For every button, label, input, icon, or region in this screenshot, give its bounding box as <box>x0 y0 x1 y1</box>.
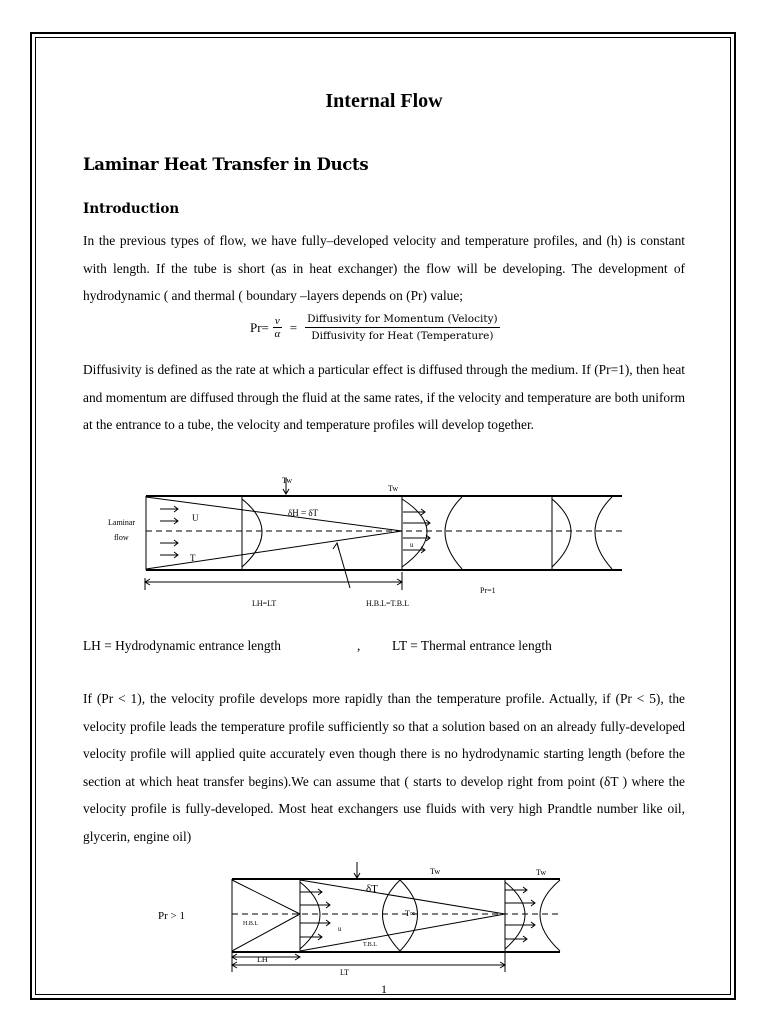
fig2-u: u <box>338 925 342 933</box>
fig2-hbl-top <box>232 880 300 914</box>
page-title: Internal Flow <box>325 90 443 112</box>
section-heading: Laminar Heat Transfer in Ducts <box>83 155 369 174</box>
fig1-u: U <box>192 513 199 523</box>
fig1-flow: flow <box>114 533 129 542</box>
eq-numerator: Diffusivity for Momentum (Velocity) <box>305 312 499 328</box>
fig2-tbl-top <box>300 880 505 914</box>
fig2-t-inf: T∞ <box>405 909 416 918</box>
fig1-hbl: H.B.L=T.B.L <box>366 599 410 608</box>
fig2-hbl: H.B.L <box>243 921 258 927</box>
paragraph-diffusivity: Diffusivity is defined as the rate at which a particular effect is diffused through the medium. If (Pr=1), then heat and momentum are diffused through the fluid at the same rates, if the velocity and temperature are both uniform at the entrance to a tube, the velocity and temperature profiles will develop together. <box>83 362 685 433</box>
fig1-length: LH=LT <box>252 599 277 608</box>
fig1-tw-right: Tw <box>388 484 399 493</box>
eq-nu: ν <box>274 315 280 327</box>
fig2-tw-1: Tw <box>430 867 441 876</box>
legend-comma: , <box>357 638 361 653</box>
paragraph-intro: In the previous types of flow, we have fully–developed velocity and temperature profiles, and (h) is constant with length. If the tube is short (as in heat exchanger) the flow will be developing. The development of hydrodynamic ( and thermal ( boundary –layers depends on (Pr) value; <box>83 233 685 304</box>
fig2-lt: LT <box>340 968 350 977</box>
fig2-arc-1 <box>383 880 401 951</box>
eq-alpha: α <box>274 328 281 340</box>
legend-lh: LH = Hydrodynamic entrance length <box>83 638 281 653</box>
fig2-arc-3 <box>540 880 560 951</box>
fig2-tbl: T.B.L <box>363 942 377 948</box>
fig2-lh: LH <box>257 955 268 964</box>
fig1-laminar: Laminar <box>108 518 136 527</box>
eq-denominator: Diffusivity for Heat (Temperature) <box>311 330 494 342</box>
fig2-pr: Pr > 1 <box>158 910 185 922</box>
eq-equals: = <box>289 319 298 335</box>
page-number: 1 <box>381 982 387 996</box>
fig1-t: T <box>190 553 196 563</box>
fig2-delta-t: δT <box>366 883 378 895</box>
eq-lhs: Pr= <box>250 319 269 335</box>
fig1-pr: Pr=1 <box>480 586 496 595</box>
paragraph-prandtl: If (Pr < 1), the velocity profile develops more rapidly than the temperature profile. Actually, if (Pr < 5), the velocity profile leads the temperature profile sufficiently so that a solution based on an already fully-developed velocity profile will applied quite accurately even though there is no hydrodynamic starting length (before the section at which heat transfer begins).We can assume that ( starts to develop right from point (δT ) where the velocity profile is fully-developed. Most heat exchangers use fluids with very high Prandtle number like oil, glycerin, engine oil) <box>83 691 685 844</box>
legend-lt: LT = Thermal entrance length <box>392 638 552 653</box>
fig1-tw-left: Tw <box>282 476 293 485</box>
fig1-delta: δH = δT <box>288 508 319 518</box>
fig2-hbl-bottom <box>232 914 300 951</box>
fig2-tw-2: Tw <box>536 868 547 877</box>
subsection-heading: Introduction <box>83 201 180 217</box>
fig1-u-small: u <box>410 541 414 549</box>
fig2-tbl-bottom <box>300 914 505 951</box>
